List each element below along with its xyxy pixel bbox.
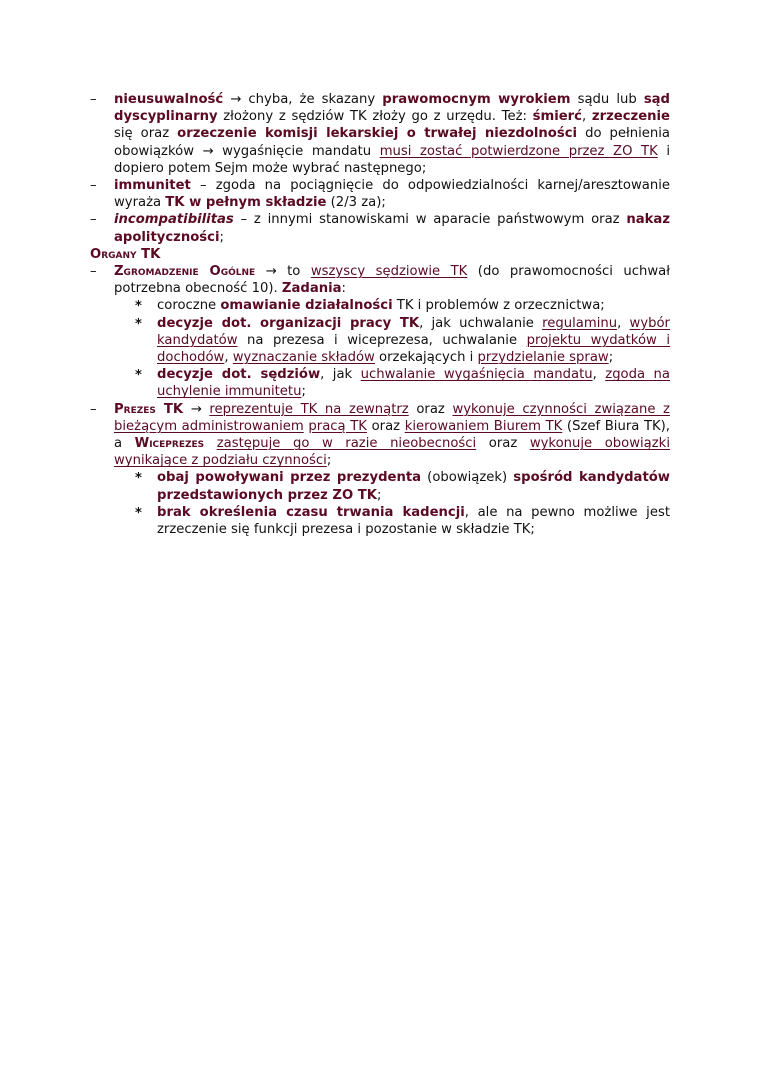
text-span: , ale na pewno możliwe jest zrzeczenie się funkcji prezesa i pozostanie w składzie TK; [157, 504, 670, 538]
link-wygasniecie-mandatu[interactable]: uchwalanie wygaśnięcia mandatu [360, 367, 593, 383]
text-span: (do prawomocności uchwał potrzebna obecność 10). [114, 264, 670, 297]
link-administrowanie[interactable]: wykonuje czynności związane z bieżącym administrowaniem [114, 401, 670, 434]
link-zastepuje[interactable]: zastępuje go w razie nieobecności [216, 436, 477, 452]
star-bullet: * [135, 505, 142, 521]
text-span: , jak uchwalanie [419, 315, 543, 331]
term-prezes-tk: Prezes TK [114, 401, 184, 417]
link-wyznaczanie-skladow[interactable]: wyznaczanie składów [232, 350, 375, 366]
dash-bullet: – [90, 92, 97, 107]
term-zgromadzenie-ogolne: Zgromadzenie Ogólne [114, 264, 256, 280]
text-span [204, 436, 217, 451]
dash-bullet: – [90, 264, 97, 280]
text-span: oraz [476, 436, 530, 452]
text-span: orzekających i [374, 350, 478, 366]
link-praca-tk[interactable]: pracą TK [308, 418, 367, 434]
link-uchylenie-immunitetu[interactable]: zgoda na uchylenie immunitetu [157, 367, 670, 400]
term-immunitet: immunitet [114, 178, 191, 194]
text-span: , [224, 350, 233, 366]
text-span: → [183, 401, 210, 417]
text-span: ; [326, 453, 332, 469]
text-span: (obowiązek) [421, 470, 514, 486]
text-span: się oraz [114, 126, 178, 142]
link-regulamin[interactable]: regulaminu [542, 315, 618, 331]
text-span: sądu lub [570, 92, 644, 107]
emph-prawomocny-wyrok: prawomocnym wyrokiem [382, 92, 571, 107]
dash-bullet: – [90, 178, 97, 194]
list-item-kadencja [114, 504, 670, 538]
text-span: , [592, 367, 606, 383]
list-item-powolywanie [114, 469, 670, 503]
text-span: na prezesa i wiceprezesa, uchwalanie [237, 332, 527, 348]
star-bullet: * [135, 368, 142, 384]
emph-nakaz-apolitycznosci: nakaz apolityczności [114, 212, 670, 245]
list-item-omawianie [114, 297, 670, 314]
dash-bullet: – [90, 401, 97, 417]
star-bullet: * [135, 299, 142, 315]
document-content [90, 91, 670, 538]
text-span: do pełnienia obowiązków → wygaśnięcie mandatu [114, 126, 670, 159]
text-span: → to [255, 264, 311, 280]
prezes-details-list [114, 469, 670, 538]
link-potwierdzone-zo[interactable]: musi zostać potwierdzone przez ZO TK [379, 143, 658, 159]
emph-organizacja-pracy: decyzje dot. organizacji pracy TK [157, 315, 420, 331]
text-span: oraz [408, 401, 453, 417]
text-span: ; [377, 487, 382, 503]
text-span: , [582, 109, 592, 125]
text-span: oraz [366, 418, 405, 434]
link-reprezentuje[interactable]: reprezentuje TK na zewnątrz [209, 401, 409, 417]
text-span: i dopiero potem Sejm może wybrać następnego; [114, 143, 670, 176]
dash-bullet: – [90, 212, 97, 228]
list-item-prezes [90, 401, 670, 539]
link-przydzielanie-spraw[interactable]: przydzielanie spraw [477, 350, 609, 366]
emph-smierc: śmierć [532, 109, 583, 125]
list-item-zgromadzenie [90, 263, 670, 401]
emph-powolywani: obaj powoływani przez prezydenta [157, 470, 422, 486]
star-bullet: * [135, 471, 142, 487]
emph-omawianie: omawianie działalności [220, 298, 393, 314]
emph-decyzje-sedziow: decyzje dot. sędziów [157, 367, 321, 383]
text-span: (2/3 za); [326, 195, 386, 211]
term-incompatibilitas: incompatibilitas [114, 212, 234, 228]
status-list [90, 91, 670, 246]
text-span: ; [608, 350, 614, 366]
emph-orzeczenie-komisji: orzeczenie komisji lekarskiej o trwałej niezdolności [177, 126, 578, 142]
list-item-nieusuwalnosc [90, 91, 670, 177]
star-bullet: * [135, 316, 142, 332]
text-span: – z innymi stanowiskami w aparacie państwowym oraz [233, 212, 627, 228]
emph-pelny-sklad: TK w pełnym składzie [165, 195, 327, 211]
link-wybor-kandydatow[interactable]: wybór kandydatów [157, 315, 670, 348]
link-biuro-tk[interactable]: kierowaniem Biurem TK [404, 418, 563, 434]
emph-sad-dyscyplinarny: sąd dyscyplinarny [114, 92, 671, 125]
link-wszyscy-sedziowie[interactable]: wszyscy sędziowie TK [310, 264, 468, 280]
list-item-immunitet [90, 177, 670, 211]
text-span: TK i problemów z orzecznictwa; [392, 298, 605, 314]
text-span: ; [219, 229, 224, 245]
text-span: , [617, 315, 630, 331]
text-span: złożony z sędziów TK złoży go z urzędu. Też: [217, 109, 533, 125]
list-item-organizacja [114, 315, 670, 367]
term-nieusuwalnosc: nieusuwalność [114, 92, 224, 107]
link-podzial-czynnosci[interactable]: wykonuje obowiązki wynikające z podziału czynności [114, 436, 670, 469]
text-span: – zgoda na pociągnięcie do odpowiedzialności karnej/aresztowanie wyraża [114, 178, 670, 211]
section-heading-organy: Organy TK [90, 246, 161, 262]
text-span: coroczne [157, 298, 221, 314]
text-span: ; [301, 384, 306, 400]
text-span: , jak [320, 367, 361, 383]
list-item-incompatibilitas [90, 211, 670, 245]
emph-zrzeczenie: zrzeczenie [591, 109, 670, 125]
organy-list [90, 263, 670, 538]
text-span: (Szef Biura TK), a [114, 418, 670, 452]
link-projekt-wydatkow[interactable]: projektu wydatków i dochodów [157, 332, 671, 366]
zadania-list [114, 297, 670, 400]
emph-zadania: Zadania [281, 281, 342, 297]
text-span: : [341, 281, 346, 297]
list-item-sedziowie [114, 366, 670, 400]
emph-brak-kadencji: brak określenia czasu trwania kadencji [157, 504, 465, 520]
term-wiceprezes: Wiceprezes [134, 436, 205, 452]
text-span: → chyba, że skazany [223, 92, 383, 107]
emph-sposrod-kandydatow: spośród kandydatów przedstawionych przez ZO TK [157, 470, 670, 503]
